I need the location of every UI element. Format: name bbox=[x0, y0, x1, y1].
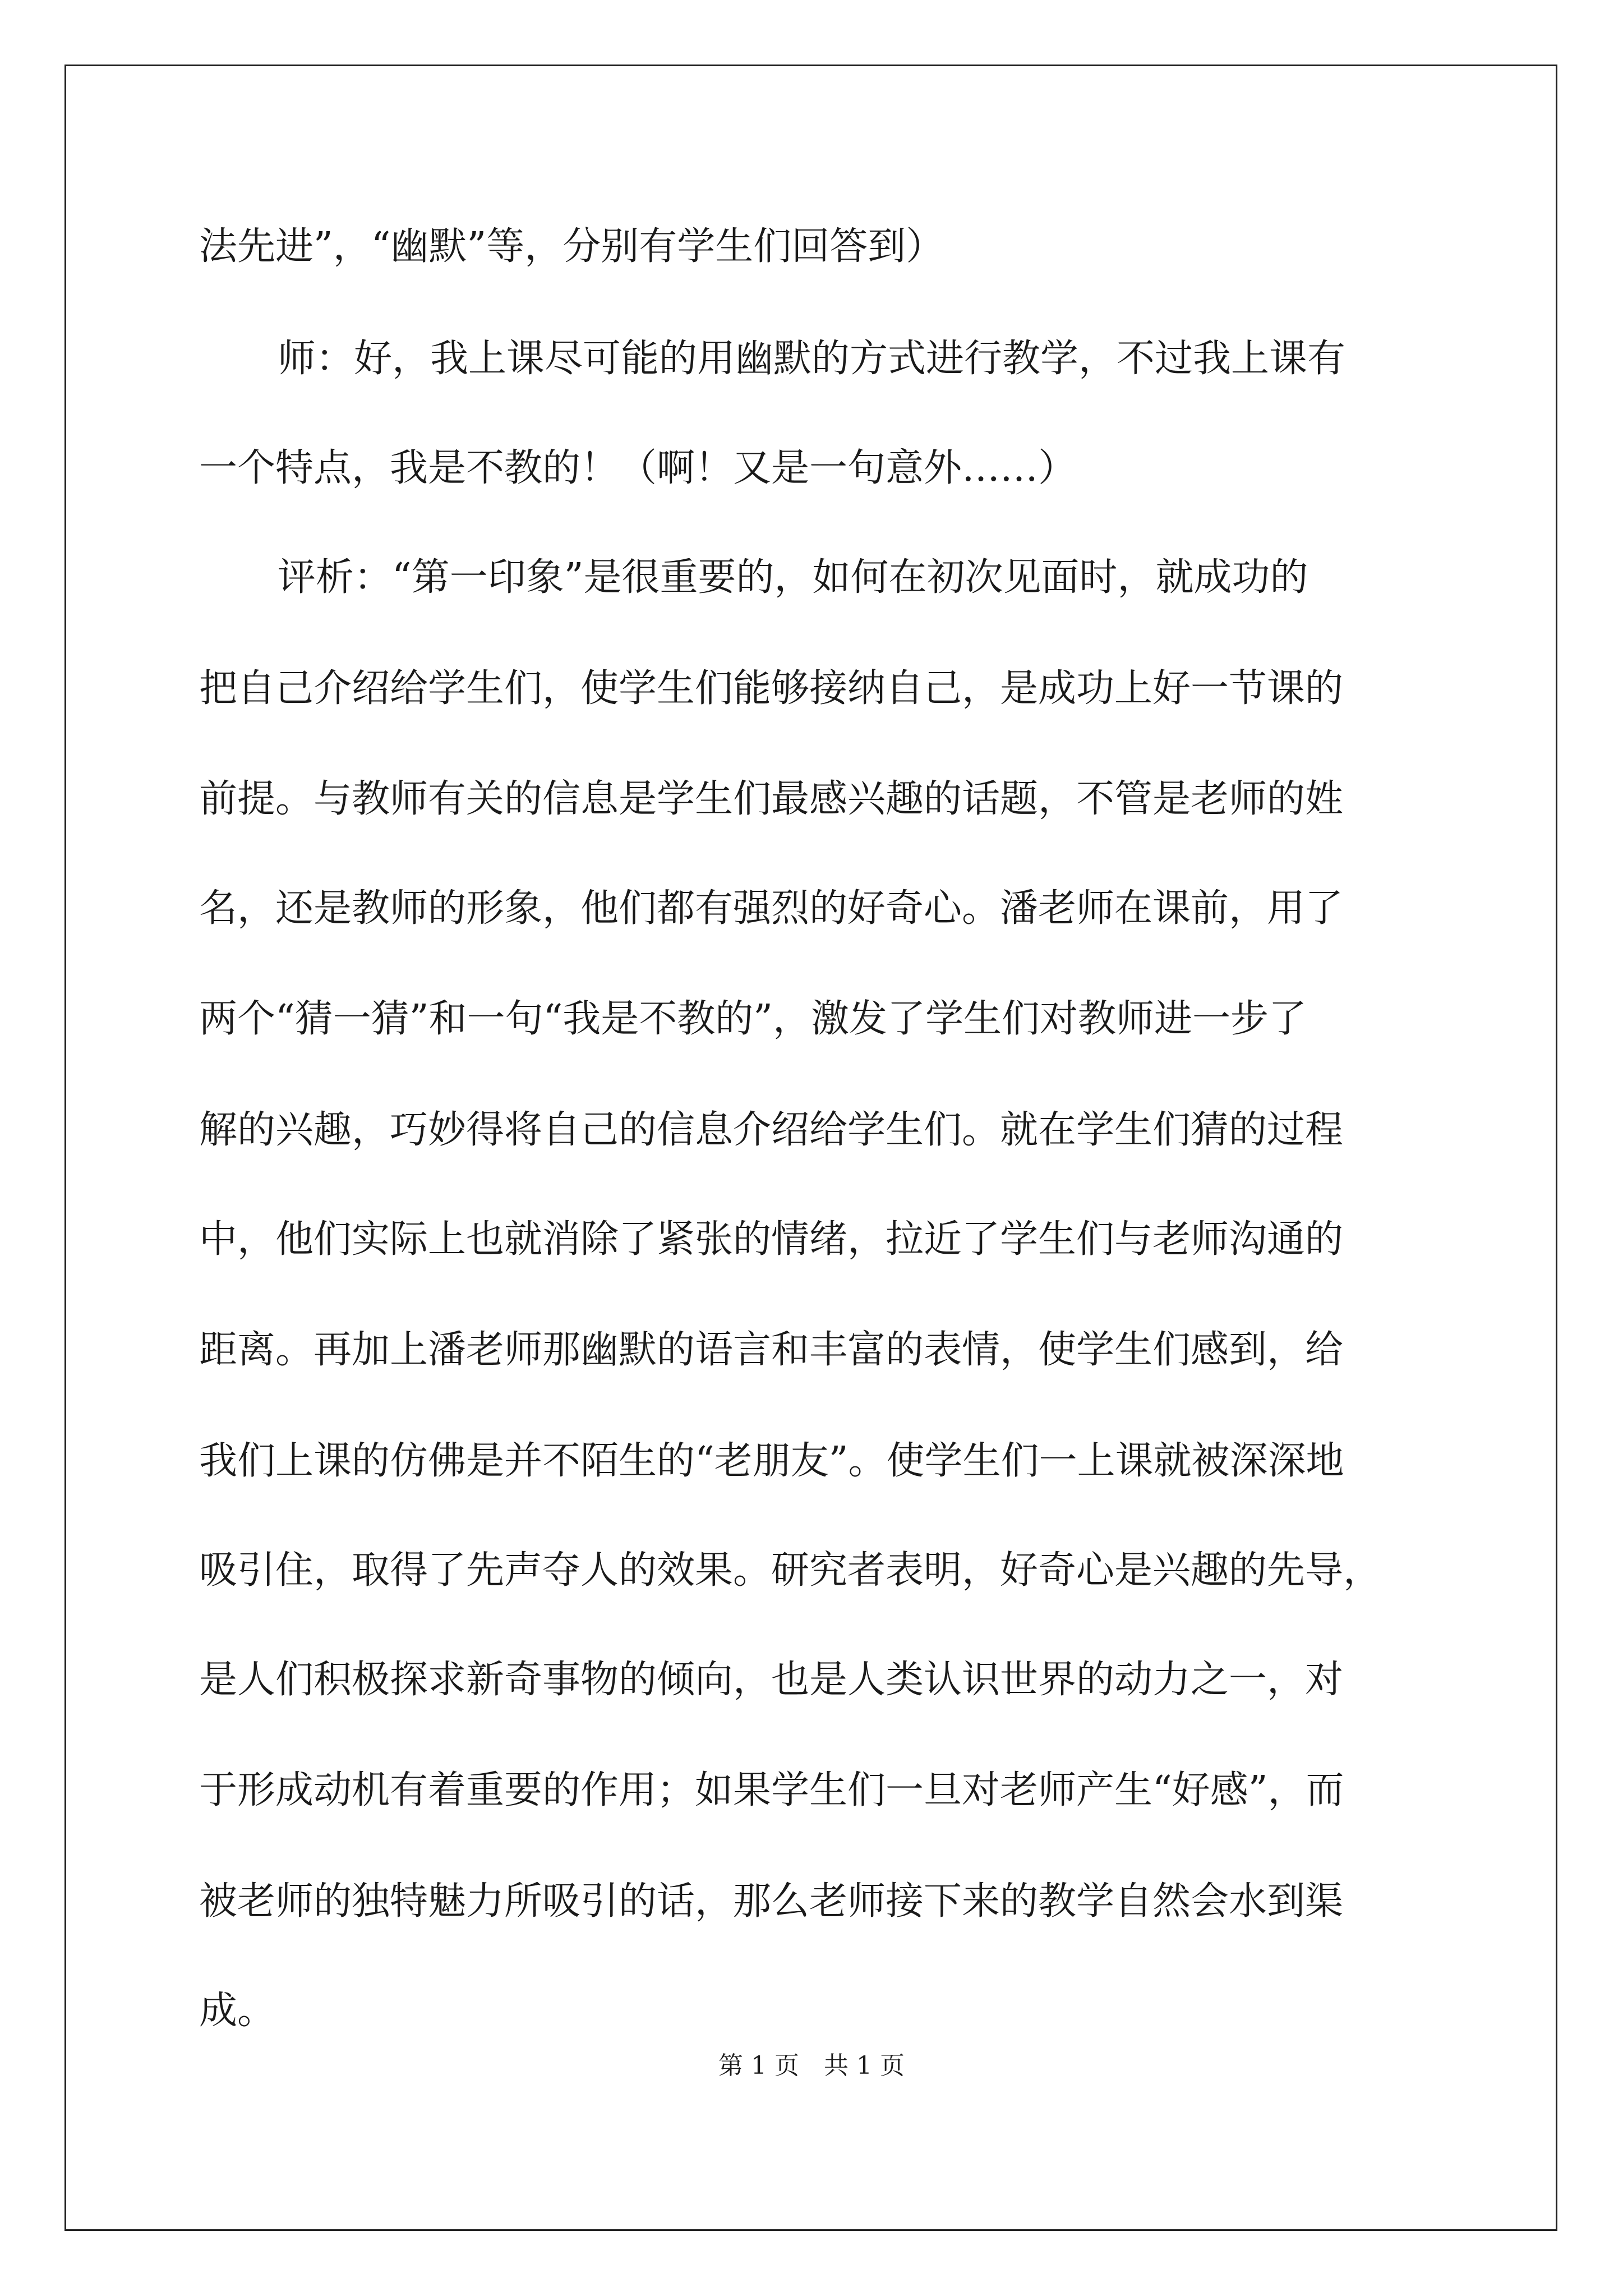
page-number-footer: 第 1 页 共 1 页 bbox=[718, 2051, 905, 2080]
text-line: 名，还是教师的形象，他们都有强烈的好奇心。潘老师在课前，用了 bbox=[199, 886, 1344, 931]
text-line: 于形成动机有着重要的作用；如果学生们一旦对老师产生“好感”，而 bbox=[199, 1768, 1344, 1812]
text-line: 成。 bbox=[199, 1989, 276, 2033]
text-line: 解的兴趣，巧妙得将自己的信息介绍给学生们。就在学生们猜的过程 bbox=[199, 1108, 1344, 1152]
text-line: 距离。再加上潘老师那幽默的语言和丰富的表情，使学生们感到，给 bbox=[199, 1328, 1344, 1372]
text-line: 是人们积极探求新奇事物的倾向，也是人类认识世界的动力之一，对 bbox=[199, 1658, 1344, 1702]
text-line: 被老师的独特魅力所吸引的话，那么老师接下来的教学自然会水到渠 bbox=[199, 1879, 1344, 1924]
paragraph-teacher-line: 师：好，我上课尽可能的用幽默的方式进行教学，不过我上课有 bbox=[278, 337, 1346, 381]
text-line: 前提。与教师有关的信息是学生们最感兴趣的话题，不管是老师的姓 bbox=[199, 777, 1344, 821]
text-line: 把自己介绍给学生们，使学生们能够接纳自己，是成功上好一节课的 bbox=[199, 666, 1344, 711]
text-line: 一个特点，我是不教的！（啊！又是一句意外……） bbox=[199, 446, 1077, 490]
text-line: 两个“猜一猜”和一句“我是不教的”，激发了学生们对教师进一步了 bbox=[199, 997, 1307, 1041]
text-line: 吸引住，取得了先声夺人的效果。研究者表明，好奇心是兴趣的先导， bbox=[199, 1548, 1382, 1593]
text-line: 法先进”，“幽默”等，分别有学生们回答到） bbox=[199, 224, 944, 269]
text-line: 中，他们实际上也就消除了紧张的情绪，拉近了学生们与老师沟通的 bbox=[199, 1217, 1344, 1262]
paragraph-analysis-line: 评析：“第一印象”是很重要的，如何在初次见面时，就成功的 bbox=[278, 555, 1308, 600]
text-line: 我们上课的仿佛是并不陌生的“老朋友”。使学生们一上课就被深深地 bbox=[199, 1439, 1344, 1483]
